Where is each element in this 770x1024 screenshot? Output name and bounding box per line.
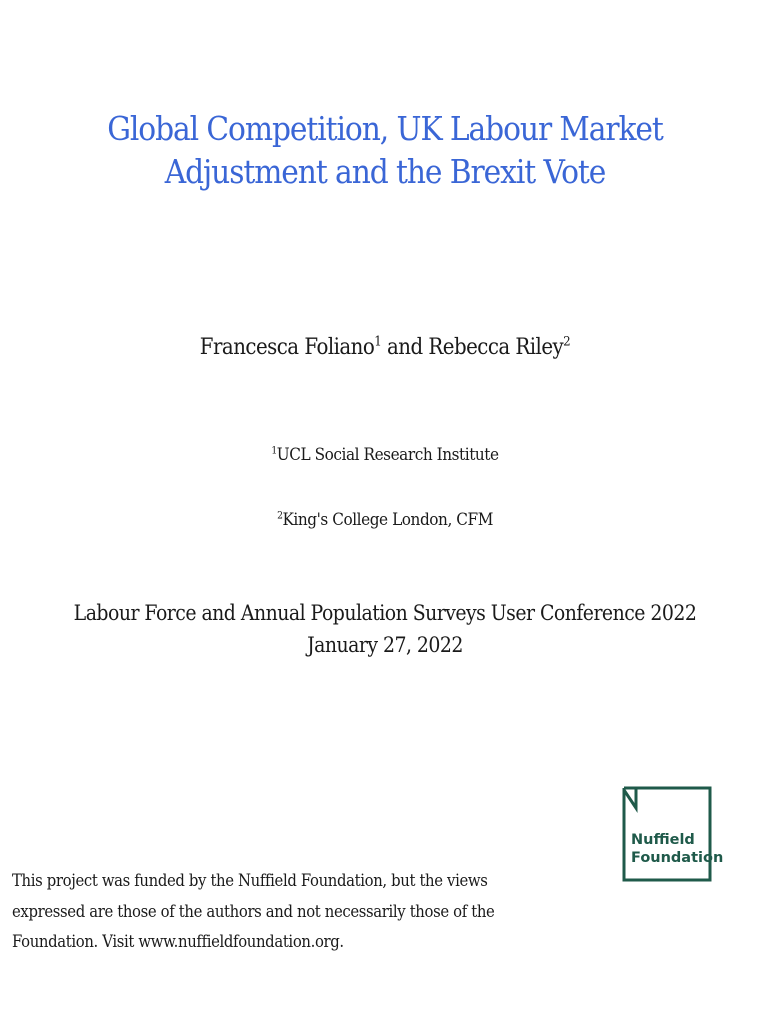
funding-note: This project was funded by the Nuffield Foundation, but the views expressed are those of the authors and not necessarily those of the Foundation. Visit www.nuffieldfoundation.org.: [12, 871, 495, 952]
page-title: [39, 108, 732, 194]
affiliation-mark: 1: [374, 334, 382, 350]
logo-text-line-2: Foundation: [631, 850, 724, 866]
affiliation-name: King's College London, CFM: [282, 510, 493, 530]
author-name: Rebecca Riley: [428, 335, 564, 360]
affiliation-mark: 1: [271, 445, 277, 457]
title-line-1: Global Competition, UK Labour Market: [107, 109, 663, 148]
affiliation-mark: 2: [563, 334, 571, 350]
affiliation-ucl: [39, 445, 732, 465]
author-list: [39, 335, 732, 360]
conference-name: Labour Force and Annual Population Surveys User Conference 2022: [73, 601, 697, 625]
conference-date: January 27, 2022: [307, 632, 463, 657]
title-line-2: Adjustment and the Brexit Vote: [164, 151, 606, 191]
affiliation-kcl: [39, 510, 732, 530]
logo-text-line-1: Nuffield: [631, 832, 695, 848]
conference-info: [39, 598, 732, 661]
author-name: Francesca Foliano: [199, 335, 375, 360]
affiliation-name: UCL Social Research Institute: [276, 445, 499, 465]
affiliation-mark: 2: [277, 510, 283, 522]
author-connector: and: [381, 335, 429, 360]
nuffield-foundation-logo: [622, 786, 724, 882]
